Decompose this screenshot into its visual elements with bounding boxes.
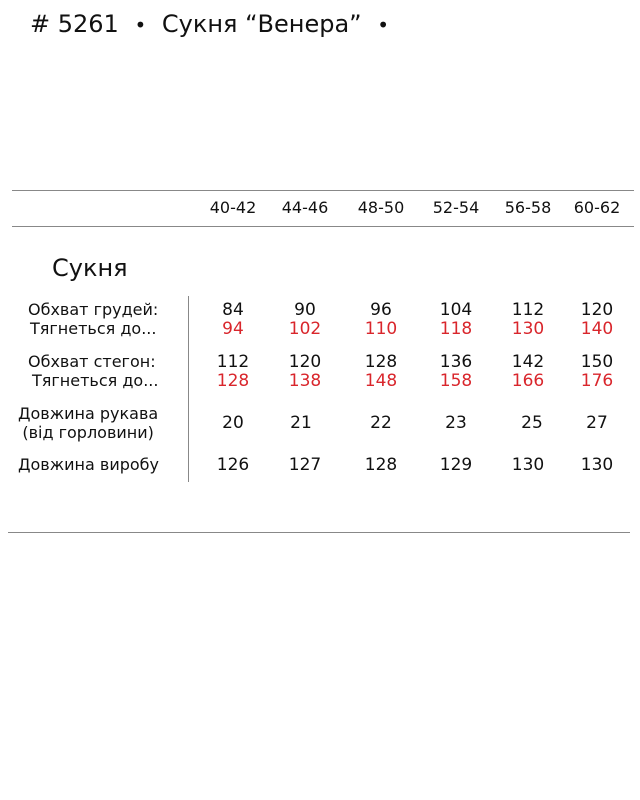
row-label-hips-stretch: Тягнеться до... bbox=[32, 371, 159, 390]
cell-hips-stretch: 138 bbox=[288, 371, 322, 391]
cell-hips-stretch: 166 bbox=[511, 371, 545, 391]
cell-bust-stretch: 102 bbox=[288, 319, 322, 339]
section-title: Сукня bbox=[52, 254, 128, 282]
row-label-bust-stretch: Тягнеться до... bbox=[30, 319, 157, 338]
size-header: 56-58 bbox=[504, 198, 552, 217]
size-header: 52-54 bbox=[432, 198, 480, 217]
cell-hips: 120 bbox=[288, 352, 322, 372]
cell-bust-stretch: 94 bbox=[222, 319, 244, 339]
cell-bust-stretch: 110 bbox=[364, 319, 398, 339]
cell-hips: 112 bbox=[216, 352, 250, 372]
size-header: 40-42 bbox=[209, 198, 257, 217]
size-header: 48-50 bbox=[357, 198, 405, 217]
cell-hips: 128 bbox=[364, 352, 398, 372]
label-column-divider bbox=[188, 296, 189, 482]
cell-length: 129 bbox=[439, 455, 473, 475]
cell-hips: 136 bbox=[439, 352, 473, 372]
row-label-bust: Обхват грудей: bbox=[28, 300, 159, 319]
row-label-sleeve-line2: (від горловини) bbox=[22, 423, 154, 442]
cell-hips-stretch: 176 bbox=[580, 371, 614, 391]
cell-sleeve: 22 bbox=[370, 413, 392, 433]
product-title: Сукня “Венера” bbox=[161, 10, 362, 38]
table-bottom-rule bbox=[8, 532, 630, 533]
cell-sleeve: 27 bbox=[586, 413, 608, 433]
cell-length: 126 bbox=[216, 455, 250, 475]
page-header bbox=[30, 10, 397, 38]
cell-bust: 104 bbox=[439, 300, 473, 320]
cell-hips: 150 bbox=[580, 352, 614, 372]
size-header: 44-46 bbox=[281, 198, 329, 217]
cell-bust: 90 bbox=[294, 300, 316, 320]
cell-length: 130 bbox=[511, 455, 545, 475]
cell-sleeve: 21 bbox=[290, 413, 312, 433]
cell-bust: 84 bbox=[222, 300, 244, 320]
cell-hips: 142 bbox=[511, 352, 545, 372]
cell-bust: 96 bbox=[370, 300, 392, 320]
table-top-rule bbox=[12, 190, 634, 191]
row-label-length: Довжина виробу bbox=[18, 455, 159, 474]
row-label-sleeve-line1: Довжина рукава bbox=[18, 404, 159, 423]
cell-bust-stretch: 140 bbox=[580, 319, 614, 339]
cell-bust-stretch: 130 bbox=[511, 319, 545, 339]
row-label-sleeve bbox=[18, 404, 158, 442]
row-label-hips: Обхват стегон: bbox=[28, 352, 156, 371]
cell-sleeve: 23 bbox=[445, 413, 467, 433]
cell-hips-stretch: 148 bbox=[364, 371, 398, 391]
cell-bust: 120 bbox=[580, 300, 614, 320]
cell-sleeve: 20 bbox=[222, 413, 244, 433]
cell-bust: 112 bbox=[511, 300, 545, 320]
product-number: # 5261 bbox=[30, 10, 119, 38]
cell-sleeve: 25 bbox=[521, 413, 543, 433]
header-bottom-rule bbox=[12, 226, 634, 227]
cell-length: 130 bbox=[580, 455, 614, 475]
cell-bust-stretch: 118 bbox=[439, 319, 473, 339]
cell-hips-stretch: 128 bbox=[216, 371, 250, 391]
size-header: 60-62 bbox=[573, 198, 621, 217]
cell-length: 128 bbox=[364, 455, 398, 475]
cell-hips-stretch: 158 bbox=[439, 371, 473, 391]
separator-dot: • bbox=[134, 13, 147, 37]
cell-length: 127 bbox=[288, 455, 322, 475]
separator-dot: • bbox=[377, 13, 390, 37]
